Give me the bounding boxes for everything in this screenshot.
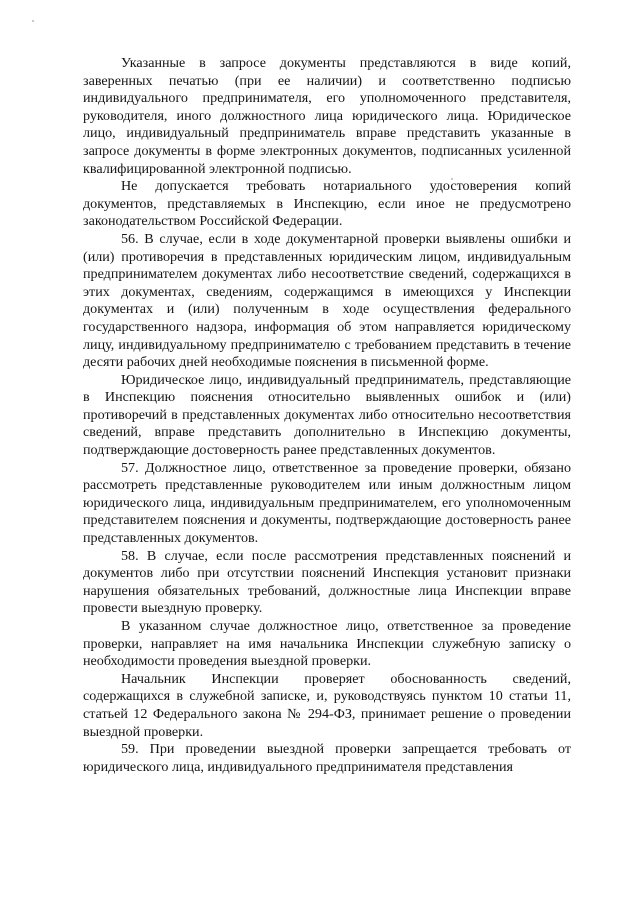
paragraph: Не допускается требовать нотариального удостоверения копий документов, представляемых в Инспекцию, если иное не предусмотрено законодательством Российской Федерации. (83, 178, 571, 230)
paragraph: Начальник Инспекции проверяет обоснованность сведений, содержащихся в служебной записке, и, руководствуясь пунктом 10 статьи 11, статьей 12 Федерального закона № 294-ФЗ, принимает решение о проведении выездной проверки. (83, 670, 571, 740)
paragraph-item-59: 59. При проведении выездной проверки запрещается требовать от юридического лица, индивидуального предпринимателя представления (83, 741, 571, 775)
paragraph: Юридическое лицо, индивидуальный предприниматель, представляющие в Инспекцию пояснения относительно выявленных ошибок и (или) противоречий в представленных документах либо относительно несоответствия сведений, вправе представить дополнительно в Инспекцию документы, подтверждающие достоверность ранее представленных документов. (83, 371, 571, 459)
paragraph: В указанном случае должностное лицо, ответственное за проведение проверки, направляет на имя начальника Инспекции служебную записку о необходимости проведения выездной проверки. (83, 618, 571, 670)
paragraph-item-56: 56. В случае, если в ходе документарной проверки выявлены ошибки и (или) противоречия в представленных юридическим лицом, индивидуальным предпринимателем документах либо несоответствие сведений, содержащихся в этих документах, сведениям, содержащимся в имеющихся у Инспекции документах и (или) полученным в ходе осуществления федерального государственного надзора, информация об этом направляется юридическому лицу, индивидуальному предпринимателю с требованием представить в течение десяти рабочих дней необходимые пояснения в письменной форме. (83, 230, 571, 371)
document-body (83, 55, 571, 776)
paragraph-item-58: 58. В случае, если после рассмотрения представленных пояснений и документов либо при отсутствии пояснений Инспекция установит признаки нарушения обязательных требований, должностные лица Инспекции вправе провести выездную проверку. (83, 547, 571, 617)
paragraph: Указанные в запросе документы представляются в виде копий, заверенных печатью (при ее наличии) и соответственно подписью индивидуального предпринимателя, его уполномоченного представителя, руководителя, иного должностного лица юридического лица. Юридическое лицо, индивидуальный предприниматель вправе представить указанные в запросе документы в форме электронных документов, подписанных усиленной квалифицированной электронной подписью. (83, 55, 571, 177)
scan-speck (32, 20, 34, 22)
paragraph-item-57: 57. Должностное лицо, ответственное за проведение проверки, обязано рассмотреть представленные руководителем или иным должностным лицом юридического лица, индивидуальным предпринимателем, его уполномоченным представителем пояснения и документы, подтверждающие достоверность ранее представленных документов. (83, 459, 571, 547)
